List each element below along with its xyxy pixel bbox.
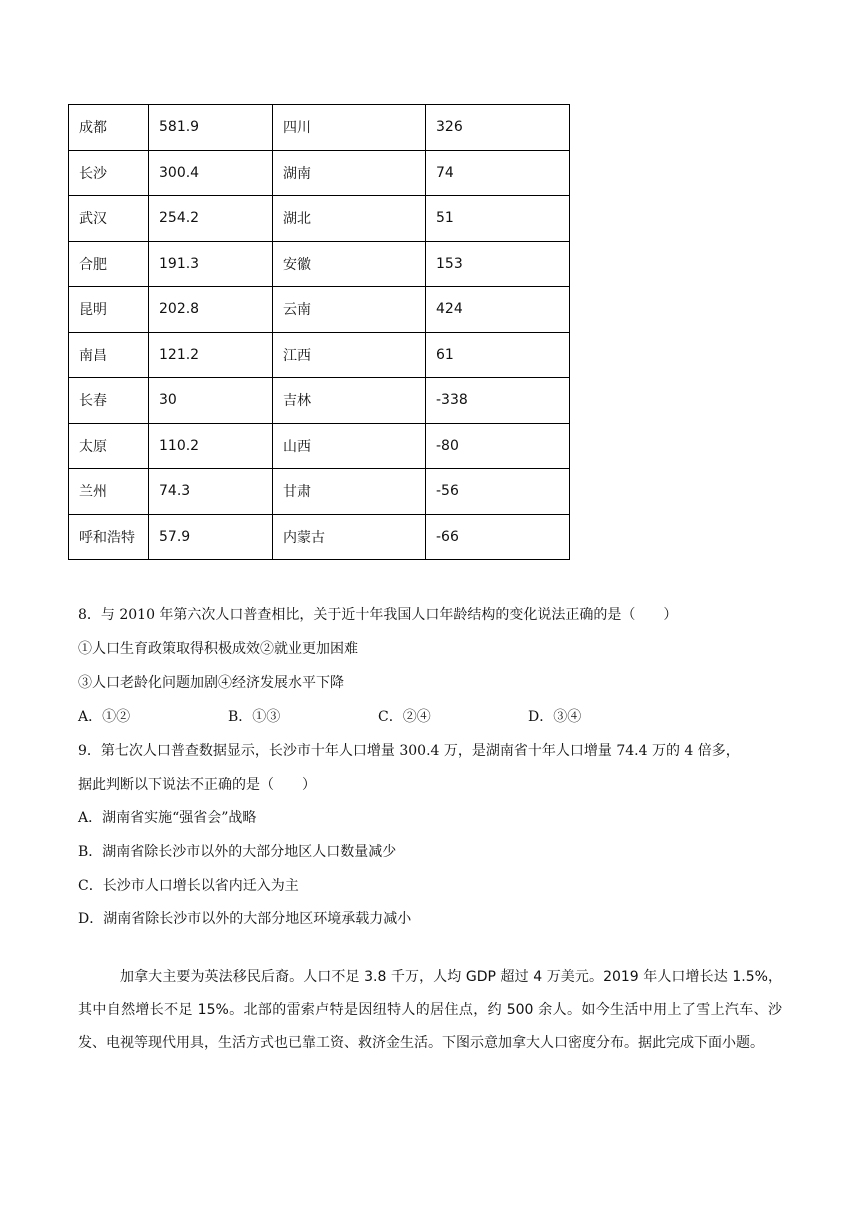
- cell-city: 太原: [69, 423, 149, 469]
- cell-province-increase: 424: [426, 287, 570, 333]
- cell-city: 武汉: [69, 196, 149, 242]
- cell-city: 长沙: [69, 150, 149, 196]
- q8-line-1: ①人口生育政策取得积极成效②就业更加困难: [78, 641, 358, 657]
- q9-option-c: C．长沙市人口增长以省内迁入为主: [78, 878, 299, 894]
- cell-city: 成都: [69, 105, 149, 151]
- cell-city: 兰州: [69, 469, 149, 515]
- table-row: [69, 196, 570, 242]
- cell-province: 山西: [273, 423, 426, 469]
- table-row: [69, 150, 570, 196]
- cell-province: 湖南: [273, 150, 426, 196]
- q8-option-d: D．③④: [528, 709, 582, 725]
- q9-stem-line-2: 据此判断以下说法不正确的是（ ）: [78, 777, 316, 793]
- cell-city-increase: 300.4: [149, 150, 273, 196]
- cell-province: 江西: [273, 332, 426, 378]
- cell-province: 云南: [273, 287, 426, 333]
- cell-province-increase: 74: [426, 150, 570, 196]
- cell-province-increase: -80: [426, 423, 570, 469]
- table-row: [69, 105, 570, 151]
- q8-stem: 8．与 2010 年第六次人口普查相比，关于近十年我国人口年龄结构的变化说法正确的是（ ）: [78, 607, 678, 623]
- cell-city: 昆明: [69, 287, 149, 333]
- table-row: [69, 378, 570, 424]
- table-row: [69, 241, 570, 287]
- cell-province-increase: -338: [426, 378, 570, 424]
- cell-city: 南昌: [69, 332, 149, 378]
- cell-city-increase: 202.8: [149, 287, 273, 333]
- cell-city-increase: 121.2: [149, 332, 273, 378]
- cell-province: 甘肃: [273, 469, 426, 515]
- table-row: [69, 332, 570, 378]
- cell-province: 四川: [273, 105, 426, 151]
- table-row: [69, 469, 570, 515]
- cell-city: 呼和浩特: [69, 514, 149, 560]
- table-row: [69, 514, 570, 560]
- cell-province-increase: 326: [426, 105, 570, 151]
- cell-province-increase: 51: [426, 196, 570, 242]
- q8-option-c: C．②④: [378, 709, 431, 725]
- q9-stem-line-1: 9．第七次人口普查数据显示，长沙市十年人口增量 300.4 万，是湖南省十年人口增量 74.4 万的 4 倍多，: [78, 743, 740, 759]
- cell-city-increase: 254.2: [149, 196, 273, 242]
- q8-option-b: B．①③: [228, 709, 281, 725]
- q9-option-d: D．湖南省除长沙市以外的大部分地区环境承载力减小: [78, 911, 412, 927]
- cell-province: 内蒙古: [273, 514, 426, 560]
- cell-province-increase: 61: [426, 332, 570, 378]
- cell-city-increase: 110.2: [149, 423, 273, 469]
- q8-option-a: A．①②: [78, 709, 131, 725]
- cell-city-increase: 30: [149, 378, 273, 424]
- cell-province-increase: -56: [426, 469, 570, 515]
- cell-city-increase: 581.9: [149, 105, 273, 151]
- passage-canada: 加拿大主要为英法移民后裔。人口不足 3.8 千万，人均 GDP 超过 4 万美元。2019 年人口增长达 1.5%，其中自然增长不足 15%。北部的雷索卢特是因纽特人的居住点，约 500 余人。如今生活中用上了雪上汽车、沙发、电视等现代用具，生活方式也已靠工资、救济金生活。下图示意加拿大人口密度分布。据此完成下面小题。: [78, 969, 782, 1051]
- population-table: [68, 104, 570, 560]
- cell-province: 安徽: [273, 241, 426, 287]
- cell-city-increase: 57.9: [149, 514, 273, 560]
- cell-city-increase: 191.3: [149, 241, 273, 287]
- cell-province: 吉林: [273, 378, 426, 424]
- q8-line-2: ③人口老龄化问题加剧④经济发展水平下降: [78, 675, 344, 691]
- cell-city: 合肥: [69, 241, 149, 287]
- cell-province-increase: -66: [426, 514, 570, 560]
- q9-option-b: B．湖南省除长沙市以外的大部分地区人口数量减少: [78, 844, 397, 860]
- cell-city-increase: 74.3: [149, 469, 273, 515]
- cell-city: 长春: [69, 378, 149, 424]
- table-row: [69, 423, 570, 469]
- cell-province: 湖北: [273, 196, 426, 242]
- table-row: [69, 287, 570, 333]
- cell-province-increase: 153: [426, 241, 570, 287]
- q9-option-a: A．湖南省实施“强省会”战略: [78, 810, 257, 826]
